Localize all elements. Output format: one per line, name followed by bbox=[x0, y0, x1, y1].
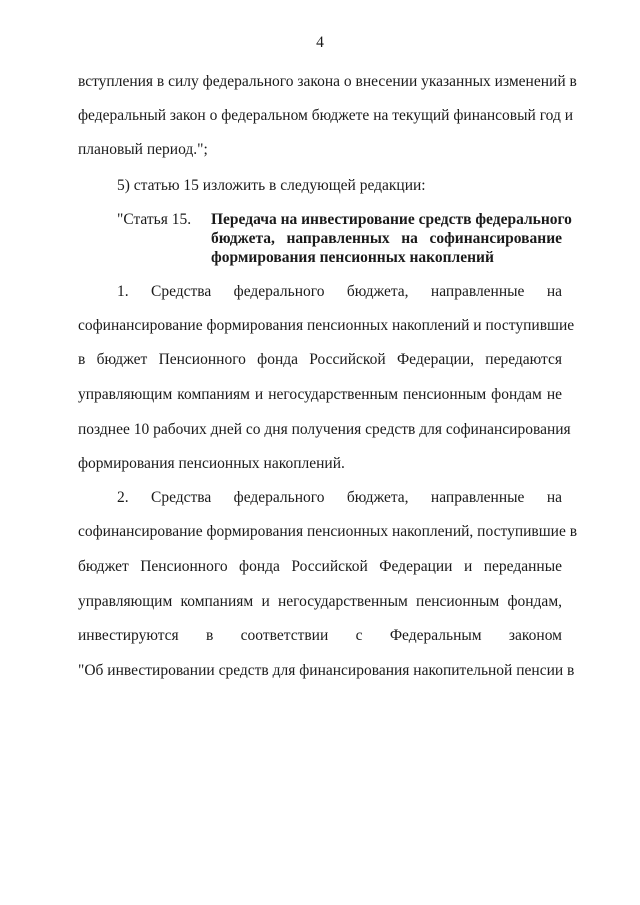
text-line: федеральный закон о федеральном бюджете на текущий финансовый год и bbox=[78, 107, 574, 124]
list-item-5: 5) статью 15 изложить в следующей редакции: bbox=[117, 177, 426, 194]
paragraph-1-line: позднее 10 рабочих дней со дня получения средств для софинансирования bbox=[78, 421, 571, 438]
page-number: 4 bbox=[316, 34, 324, 51]
paragraph-1-line: управляющим компаниям и негосударственным пенсионным фондам не bbox=[78, 386, 562, 403]
paragraph-1-line: 1. Средства федерального бюджета, направленные на bbox=[117, 283, 562, 300]
article-title-line: формирования пенсионных накоплений bbox=[211, 249, 494, 266]
paragraph-1-line: софинансирование формирования пенсионных накоплений и поступившие bbox=[78, 317, 575, 334]
text-line: вступления в силу федерального закона о внесении указанных изменений в bbox=[78, 73, 577, 90]
article-label: "Статья 15. bbox=[117, 211, 192, 228]
paragraph-2-line: "Об инвестировании средств для финансирования накопительной пенсии в bbox=[78, 662, 575, 679]
paragraph-2-line: бюджет Пенсионного фонда Российской Федерации и переданные bbox=[78, 558, 562, 575]
paragraph-1-line: в бюджет Пенсионного фонда Российской Федерации, передаются bbox=[78, 351, 562, 368]
paragraph-2-line: 2. Средства федерального бюджета, направленные на bbox=[117, 489, 562, 506]
article-title-line: Передача на инвестирование средств федерального bbox=[211, 211, 572, 228]
article-title-line: бюджета, направленных на софинансирование bbox=[211, 230, 562, 247]
paragraph-2-line: управляющим компаниям и негосударственным пенсионным фондам, bbox=[78, 593, 562, 610]
paragraph-2-line: софинансирование формирования пенсионных накоплений, поступившие в bbox=[78, 523, 578, 540]
paragraph-1-line: формирования пенсионных накоплений. bbox=[78, 455, 345, 472]
paragraph-2-line: инвестируются в соответствии с Федеральным законом bbox=[78, 627, 562, 644]
text-line: плановый период."; bbox=[78, 141, 208, 158]
